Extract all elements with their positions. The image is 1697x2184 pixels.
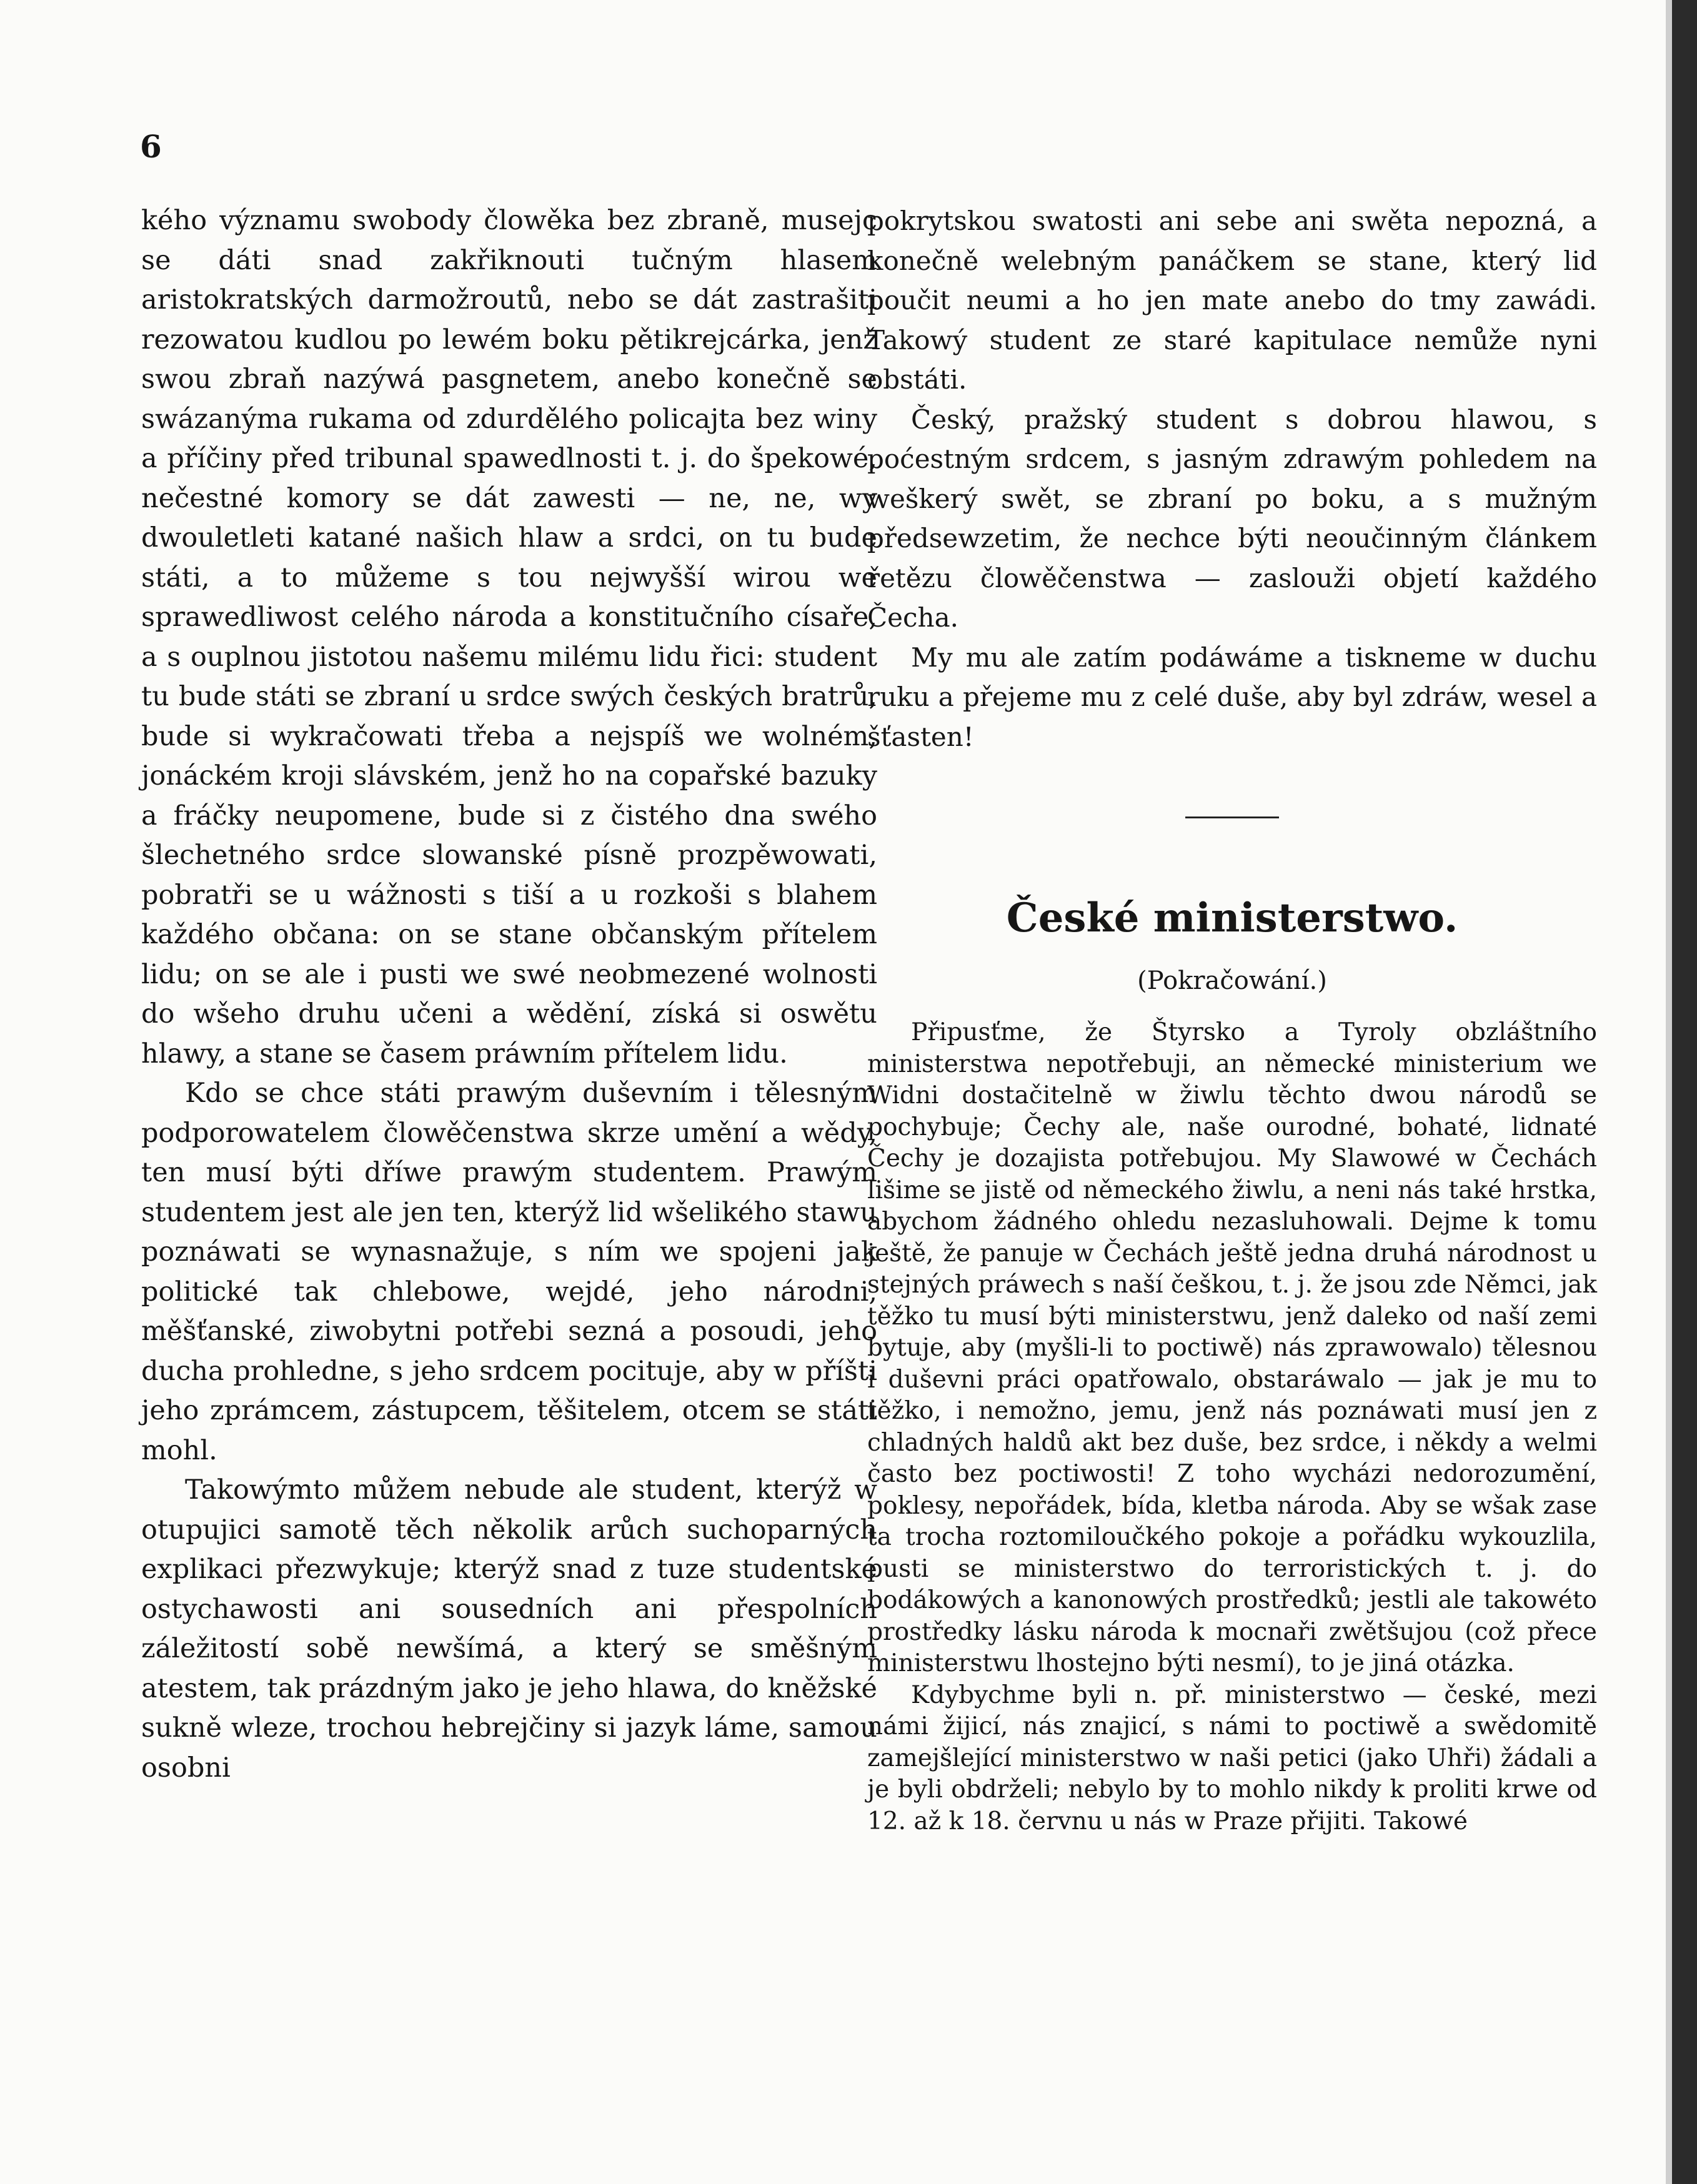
right-paragraph-1: pokrytskou swatosti ani sebe ani swěta nepozná, a konečně welebným panáčkem se stane, který lid poučit neumi a ho jen mate anebo do tmy zawádi. Takowý student ze staré kapitulace nemůže nyni obstáti. bbox=[867, 206, 1597, 395]
left-column bbox=[141, 201, 877, 1788]
right-paragraph-2: Český, pražský student s dobrou hlawou, s poćestným srdcem, s jasným zdrawým pohledem na weškerý swět, se zbraní po boku, a s mužným předsewzetim, že nechce býti neoučinným článkem řetězu člowěčenstwa — zaslouži objetí každého Čecha. bbox=[867, 404, 1597, 633]
right-column bbox=[867, 201, 1597, 1837]
left-paragraph-2: Kdo se chce státi prawým duševním i tělesným podporowatelem člowěčenstwa skrze umění a wědy, ten musí býti dříwe prawým studentem. Prawým studentem jest ale jen ten, kterýž lid wšelikého stawu poznáwati se wynasnažuje, s ním we spojeni jak politické tak chlebowe, wejdé, jeho národni, měšťanské, ziwobytni potřebi sezná a posoudi, jeho ducha prohledne, s jeho srdcem pocituje, aby w příšti jeho zprámcem, zástupcem, těšitelem, otcem se státi mohl. bbox=[141, 1078, 877, 1466]
left-paragraph-3: Takowýmto můžem nebude ale student, kterýž w otupujici samotě těch několik arůch suchoparných explikaci přezwykuje; kterýž snad z tuze studentské ostychawosti ani sousedních ani přespolních záležitostí sobě newšímá, a který se směšným atestem, tak prázdným jako je jeho hlawa, do kněžské sukně wleze, trochou hebrejčiny si jazyk láme, samou osobni bbox=[141, 1474, 877, 1784]
left-paragraph-1: kého významu swobody člowěka bez zbraně, musejc se dáti snad zakřiknouti tučným hlasem aristokratských darmožroutů, nebo se dát zastrašiti rezowatou kudlou po lewém boku pětikrejcárka, jenž swou zbraň nazýwá pasgnetem, anebo konečně se swázanýma rukama od zdurdělého policajta bez winy a příčiny před tribunal spawedlnosti t. j. do špekowé, nečestné komory se dát zawesti — ne, ne, wy dwouletleti katané našich hlaw a srdci, on tu bude státi, a to můžeme s tou nejwyšší wirou we sprawedliwost celého národa a konstitučního císaře, a s ouplnou jistotou našemu milému lidu řici: student tu bude státi se zbraní u srdce swých českých bratrů, bude si wykračowati třeba a nejspíš we wolném, jonáckém kroji slávském, jenž ho na copařské bazuky a fráčky neupomene, bude si z čistého dna swého šlechetného srdce slowanské písně prozpěwowati, pobratři se u wážnosti s tiší a u rozkoši s blahem každého občana: on se stane občanským přítelem lidu; on se ale i pusti we swé neobmezené wolnosti do wšeho druhu učeni a wědění, získá si oswětu hlawy, a stane se časem práwním přítelem lidu. bbox=[141, 205, 877, 1070]
right-paragraph-3: My mu ale zatím podáwáme a tiskneme w duchu ruku a přejeme mu z celé duše, aby byl zdráw, wesel a šťasten! bbox=[867, 642, 1597, 752]
section-paragraph-1: Připusťme, že Štyrsko a Tyroly obzláštního ministerstwa nepotřebuji, an německé ministerium we Widni dostačitelně w žiwlu těchto dwou národů se pochybuje; Čechy ale, naše ourodné, bohaté, lidnaté Čechy je dozajista potřebujou. My Slawowé w Čechách lišime se jistě od německého žiwlu, a neni nás také hrstka, abychom žádného ohledu nezasluhowali. Dejme k tomu ještě, že panuje w Čechách ještě jedna druhá národnost u stejných práwech s naší češkou, t. j. že jsou zde Němci, jak těžko tu musí býti ministerstwu, jenž daleko od naší zemi bytuje, aby (myšli-li to poctiwě) nás zprawowalo) tělesnou i duševni práci opatřowalo, obstaráwalo — jak je mu to těžko, i nemožno, jemu, jenž nás poznáwati musí jen z chladných haldů akt bez duše, bez srdce, i někdy a welmi často bez poctiwosti! Z toho wycházi nedorozumění, poklesy, nepořádek, bída, kletba národa. Aby se wšak zase ta trocha roztomiloučkého pokoje a pořádku wykouzlila, pusti se ministerstwo do terroristických t. j. do bodákowých a kanonowých prostředků; jestli ale takowéto prostředky lásku národa k mocnaři zwětšujou (což přece ministerstwu lhostejno býti nesmí), to je jiná otázka. bbox=[867, 1018, 1597, 1677]
section-subtitle: (Pokračowání.) bbox=[1137, 966, 1327, 995]
scan-edge bbox=[1672, 0, 1697, 2184]
page-number: 6 bbox=[140, 128, 162, 165]
section-divider bbox=[1185, 817, 1279, 818]
scan-edge-shadow bbox=[1666, 0, 1672, 2184]
section-paragraph-2: Kdybychme byli n. př. ministerstwo — české, mezi námi žijicí, nás znajicí, s námi to poctiwě a swědomitě zamejšlející ministerstwo w naši petici (jako Uhři) žádali a je byli obdrželi; nebylo by to mohlo nikdy k proliti krwe od 12. až k 18. červnu u nás w Praze přijiti. Takowé bbox=[867, 1680, 1597, 1835]
section-title: České ministerstwo. bbox=[1006, 895, 1458, 941]
